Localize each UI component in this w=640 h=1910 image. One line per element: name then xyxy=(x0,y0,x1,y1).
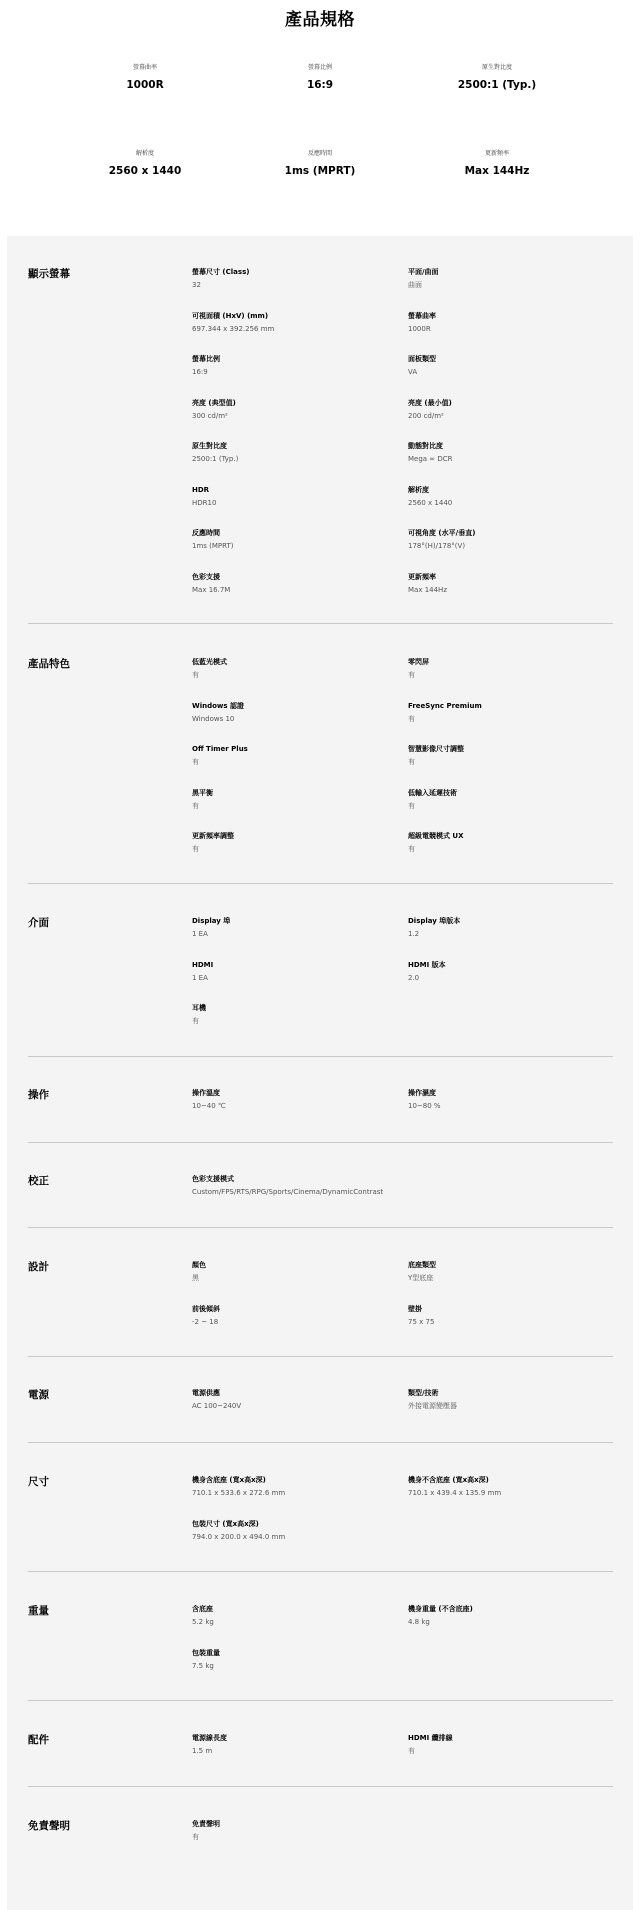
section-title: 電源 xyxy=(28,1389,49,1401)
spec-item xyxy=(192,1733,392,1756)
spec-value: 有 xyxy=(408,1747,415,1755)
spec-item xyxy=(408,1260,608,1283)
spec-item xyxy=(192,1604,392,1627)
spec-name: 反應時間 xyxy=(192,529,220,537)
highlight-refresh-rate xyxy=(397,150,597,178)
spec-item xyxy=(192,311,392,334)
section-title: 顯示螢幕 xyxy=(28,268,70,280)
spec-name: 超級電競模式 UX xyxy=(408,832,464,840)
section-title: 校正 xyxy=(28,1175,49,1187)
highlight-value: 1000R xyxy=(126,79,164,91)
spec-name: 色彩支援 xyxy=(192,572,220,581)
highlight-value: 1ms (MPRT) xyxy=(284,165,356,177)
spec-name: Off Timer Plus xyxy=(192,745,248,753)
spec-item xyxy=(192,1260,392,1283)
spec-name: 螢幕曲率 xyxy=(408,311,436,320)
spec-value: VA xyxy=(408,368,418,376)
section-title: 介面 xyxy=(28,917,49,929)
section-divider xyxy=(28,623,613,624)
spec-name: Display 埠版本 xyxy=(408,917,461,925)
section-divider xyxy=(28,1227,613,1228)
highlight-label: 螢幕比例 xyxy=(307,64,332,71)
spec-item xyxy=(408,267,608,290)
spec-value: 7.5 kg xyxy=(192,1661,214,1670)
spec-name: 智慧影像尺寸調整 xyxy=(408,745,464,753)
highlight-label: 螢幕曲率 xyxy=(132,64,157,71)
spec-name: 低輸入延遲技術 xyxy=(408,788,457,797)
spec-item xyxy=(408,744,608,767)
spec-item xyxy=(192,1003,392,1026)
spec-name: Display 埠 xyxy=(192,917,231,925)
spec-item xyxy=(192,1088,392,1111)
spec-item xyxy=(408,831,608,854)
spec-value: 曲面 xyxy=(408,281,422,289)
spec-item xyxy=(408,1088,608,1111)
spec-item xyxy=(192,1648,392,1671)
spec-name: 含底座 xyxy=(192,1605,213,1613)
spec-item xyxy=(192,398,392,421)
highlight-response-time xyxy=(220,150,420,178)
spec-name: 零閃屏 xyxy=(408,658,429,666)
spec-item xyxy=(192,528,392,551)
spec-name: 前後傾斜 xyxy=(192,1304,220,1313)
spec-value: 有 xyxy=(192,845,199,853)
spec-item xyxy=(192,1174,492,1197)
spec-item xyxy=(408,701,608,724)
spec-item xyxy=(408,528,608,551)
highlight-value: 2500:1 (Typ.) xyxy=(457,79,537,91)
spec-item xyxy=(408,441,608,464)
spec-value: 有 xyxy=(408,714,415,723)
spec-name: 亮度 (典型值) xyxy=(192,398,236,407)
spec-name: HDR xyxy=(192,485,210,494)
spec-item xyxy=(408,960,608,983)
section-divider xyxy=(28,1056,613,1057)
section-divider xyxy=(28,1442,613,1443)
spec-item xyxy=(408,1304,608,1327)
spec-name: 顏色 xyxy=(192,1261,206,1269)
spec-name: 機身重量 (不含底座) xyxy=(408,1605,473,1613)
spec-value: 2500:1 (Typ.) xyxy=(192,455,239,463)
section-title: 免責聲明 xyxy=(28,1820,70,1832)
highlight-label: 解析度 xyxy=(135,150,154,157)
spec-value: AC 100~240V xyxy=(192,1402,242,1410)
spec-value: 有 xyxy=(192,671,199,679)
spec-name: 色彩支援模式 xyxy=(192,1175,234,1183)
spec-value: 黑 xyxy=(192,1274,199,1282)
spec-item xyxy=(192,1388,392,1411)
spec-name: HDMI 版本 xyxy=(408,960,446,969)
section-divider xyxy=(28,1142,613,1143)
spec-item xyxy=(408,485,608,508)
spec-item xyxy=(192,485,392,508)
spec-name: 解析度 xyxy=(408,485,429,494)
spec-value: HDR10 xyxy=(192,498,217,507)
spec-item xyxy=(192,354,392,377)
spec-item xyxy=(408,657,608,680)
spec-value: 300 cd/m² xyxy=(192,411,228,420)
spec-item xyxy=(408,1733,608,1756)
spec-name: 包裝重量 xyxy=(192,1648,220,1657)
spec-value: 1 EA xyxy=(192,973,208,982)
spec-value: 有 xyxy=(408,671,415,679)
highlight-curvature xyxy=(45,64,245,92)
spec-name: 可視角度 (水平/垂直) xyxy=(408,529,476,537)
spec-value: 外接電源變壓器 xyxy=(408,1402,457,1410)
spec-item xyxy=(408,398,608,421)
spec-value: 710.1 x 533.6 x 272.6 mm xyxy=(192,1489,286,1497)
spec-value: Max 16.7M xyxy=(192,585,231,594)
spec-value: 10~80 % xyxy=(408,1102,441,1110)
spec-name: 螢幕尺寸 (Class) xyxy=(192,268,250,276)
spec-name: 電源供應 xyxy=(192,1389,220,1397)
highlight-label: 反應時間 xyxy=(307,150,332,157)
spec-name: 動態對比度 xyxy=(408,442,443,450)
spec-value: 697.344 x 392.256 mm xyxy=(192,324,275,333)
spec-name: FreeSync Premium xyxy=(408,701,482,710)
spec-value: 2.0 xyxy=(408,973,420,982)
spec-item xyxy=(192,1304,392,1327)
spec-value: 5.2 kg xyxy=(192,1618,214,1626)
spec-name: 螢幕比例 xyxy=(192,355,220,363)
highlight-aspect-ratio xyxy=(220,64,420,92)
spec-value: 16:9 xyxy=(192,368,208,376)
spec-value: Mega ∞ DCR xyxy=(408,455,453,463)
highlight-label: 更新頻率 xyxy=(484,150,509,157)
highlight-value: 16:9 xyxy=(306,79,334,91)
spec-value: 1ms (MPRT) xyxy=(192,542,234,550)
spec-name: 亮度 (最小值) xyxy=(408,398,452,407)
spec-name: 壁掛 xyxy=(408,1304,422,1313)
spec-value: 有 xyxy=(408,758,415,766)
section-title: 操作 xyxy=(28,1089,49,1101)
spec-item xyxy=(192,788,392,811)
spec-value: 75 x 75 xyxy=(408,1317,435,1326)
spec-item xyxy=(192,657,392,680)
spec-value: 有 xyxy=(192,758,199,766)
spec-value: 32 xyxy=(192,281,201,289)
spec-name: 更新頻率調整 xyxy=(192,832,234,840)
spec-value: -2 ~ 18 xyxy=(192,1317,219,1326)
spec-value: 1.5 m xyxy=(192,1747,213,1755)
spec-name: 可視面積 (HxV) (mm) xyxy=(192,311,269,320)
section-divider xyxy=(28,883,613,884)
spec-name: 面板類型 xyxy=(408,355,436,363)
spec-item xyxy=(192,1819,392,1842)
spec-name: 低藍光模式 xyxy=(192,658,227,666)
spec-value: 2560 x 1440 xyxy=(408,498,453,507)
spec-item xyxy=(408,311,608,334)
spec-item xyxy=(408,788,608,811)
section-title: 設計 xyxy=(28,1261,49,1273)
section-title: 尺寸 xyxy=(28,1476,49,1488)
spec-item xyxy=(192,441,392,464)
spec-value: 4.8 kg xyxy=(408,1618,430,1626)
spec-name: 包裝尺寸 (寬x高x深) xyxy=(192,1519,259,1528)
spec-name: 黑平衡 xyxy=(192,788,213,797)
spec-item xyxy=(408,572,608,595)
section-title: 重量 xyxy=(28,1605,49,1617)
spec-item xyxy=(192,960,392,983)
spec-value: Max 144Hz xyxy=(408,585,447,594)
spec-item xyxy=(408,1388,608,1411)
spec-name: 電源線長度 xyxy=(192,1734,227,1742)
spec-name: 平面/曲面 xyxy=(408,268,439,276)
spec-item xyxy=(192,831,392,854)
spec-item xyxy=(192,267,392,290)
spec-value: 178°(H)/178°(V) xyxy=(408,542,466,550)
spec-item xyxy=(192,1519,392,1542)
spec-item xyxy=(192,916,392,939)
highlight-resolution xyxy=(45,150,245,178)
spec-value: 1.2 xyxy=(408,930,420,938)
section-divider xyxy=(28,1571,613,1572)
spec-name: 耳機 xyxy=(192,1004,206,1012)
spec-item xyxy=(192,701,392,724)
spec-item xyxy=(408,1604,608,1627)
spec-name: 底座類型 xyxy=(408,1261,436,1269)
section-divider xyxy=(28,1786,613,1787)
spec-value: 200 cd/m² xyxy=(408,411,444,420)
spec-name: 免責聲明 xyxy=(192,1820,220,1828)
spec-value: 1000R xyxy=(408,324,431,333)
highlight-value: Max 144Hz xyxy=(464,165,530,177)
spec-item xyxy=(408,916,608,939)
spec-name: HDMI xyxy=(192,960,214,969)
spec-item xyxy=(192,744,392,767)
section-title: 產品特色 xyxy=(28,658,70,670)
spec-name: 機身含底座 (寬x高x深) xyxy=(192,1476,266,1484)
spec-name: Windows 認證 xyxy=(192,701,244,710)
spec-value: Custom/FPS/RTS/RPG/Sports/Cinema/DynamicContrast xyxy=(192,1188,384,1196)
spec-name: 原生對比度 xyxy=(192,442,227,450)
spec-name: 機身不含底座 (寬x高x深) xyxy=(408,1476,489,1484)
spec-value: Y型底座 xyxy=(408,1274,434,1282)
section-divider xyxy=(28,1700,613,1701)
spec-name: 類型/技術 xyxy=(408,1389,439,1397)
spec-item xyxy=(192,1475,392,1498)
spec-item xyxy=(408,354,608,377)
section-title: 配件 xyxy=(28,1734,49,1746)
spec-table xyxy=(7,236,633,1910)
spec-item xyxy=(192,572,392,595)
spec-value: 有 xyxy=(192,1017,199,1025)
highlight-value: 2560 x 1440 xyxy=(108,165,182,177)
spec-value: 794.0 x 200.0 x 494.0 mm xyxy=(192,1532,286,1541)
section-divider xyxy=(28,1356,613,1357)
spec-value: 有 xyxy=(408,801,415,810)
page-title: 產品規格 xyxy=(285,10,355,30)
spec-value: Windows 10 xyxy=(192,714,235,723)
spec-value: 有 xyxy=(192,801,199,810)
spec-name: 更新頻率 xyxy=(408,572,436,581)
spec-value: 1 EA xyxy=(192,930,208,938)
spec-name: 操作濕度 xyxy=(408,1089,436,1097)
spec-name: 操作溫度 xyxy=(192,1089,220,1097)
spec-value: 有 xyxy=(192,1833,199,1841)
spec-value: 10~40 ℃ xyxy=(192,1102,226,1110)
spec-name: HDMI 纜排線 xyxy=(408,1734,453,1742)
spec-value: 710.1 x 439.4 x 135.9 mm xyxy=(408,1489,502,1497)
spec-item xyxy=(408,1475,608,1498)
highlight-contrast xyxy=(397,64,597,92)
highlight-label: 原生對比度 xyxy=(481,64,512,71)
spec-value: 有 xyxy=(408,845,415,853)
